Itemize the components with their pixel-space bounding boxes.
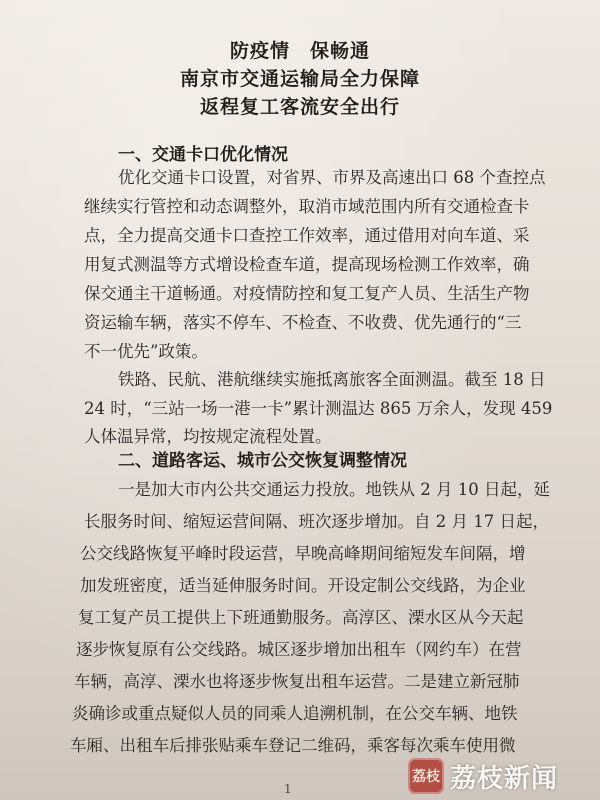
section-2-line: 复工复产员工提供上下班通勤服务。高淳区、溧水区从今天起 (78, 608, 524, 627)
section-1-line: 资运输车辆，落实不停车、不检查、不收费、优先通行的“三 (84, 313, 522, 332)
section-1-line: 用复式测温等方式增设检查车道，提高现场检测工作效率，确 (84, 255, 530, 274)
news-watermark (408, 758, 594, 794)
section-1-line: 24 时，“三站一场一港一卡”累计测温达 865 万余人，发现 459 (84, 399, 553, 418)
lizhi-logo-icon: 荔枝 (408, 758, 444, 794)
section-2-line: 车厢、出租车后排张贴乘车登记二维码，乘客每次乘车使用微 (70, 736, 516, 755)
watermark-brand-text: 荔枝新闻 (450, 763, 559, 794)
section-1-line: 优化交通卡口设置，对省界、市界及高速出口 68 个查控点 (118, 168, 546, 187)
title-line-3: 返程复工客流安全出行 (199, 96, 400, 118)
section-1-heading: 一、交通卡口优化情况 (118, 145, 288, 165)
title-line-1: 防疫情 保畅通 (229, 40, 370, 62)
title-line-2: 南京市交通运输局全力保障 (179, 68, 420, 90)
section-1-line: 人体温异常，均按规定流程处置。 (84, 427, 332, 446)
section-1-line: 铁路、民航、港航继续实施抵离旅客全面测温。截至 18 日 (118, 370, 546, 389)
section-1-line: 继续实行管控和动态调整外，取消市域范围内所有交通检查卡 (84, 197, 530, 216)
section-2-line: 公交线路恢复平峰时段运营，早晚高峰期间缩短发车间隔，增 (80, 544, 526, 563)
section-2-line: 加发班密度，适当延伸服务时间。开设定制公交线路，为企业 (80, 576, 526, 595)
section-2-line: 炎确诊或重点疑似人员的同乘人追溯机制，在公交车辆、地铁 (72, 704, 518, 723)
section-1-line: 点，全力提高交通卡口查控工作效率，通过借用对向车道、采 (84, 226, 530, 245)
section-2-line: 长服务时间、缩短运营间隔、班次逐步增加。自 2 月 17 日起， (84, 512, 549, 531)
section-1-line: 保交通主干道畅通。对疫情防控和复工复产人员、生活生产物 (84, 284, 530, 303)
section-2-line: 逐步恢复原有公交线路。城区逐步增加出租车（网约车）在营 (76, 640, 522, 659)
page-number: 1 (284, 782, 292, 796)
section-2-heading: 二、道路客运、城市公交恢复调整情况 (118, 451, 407, 471)
section-2-line: 一是加大市内公共交通运力投放。地铁从 2 月 10 日起，延 (118, 480, 550, 499)
section-2-line: 车辆，高淳、溧水也将逐步恢复出租车运营。二是建立新冠肺 (74, 672, 520, 691)
section-1-line: 不一优先”政策。 (84, 342, 208, 361)
